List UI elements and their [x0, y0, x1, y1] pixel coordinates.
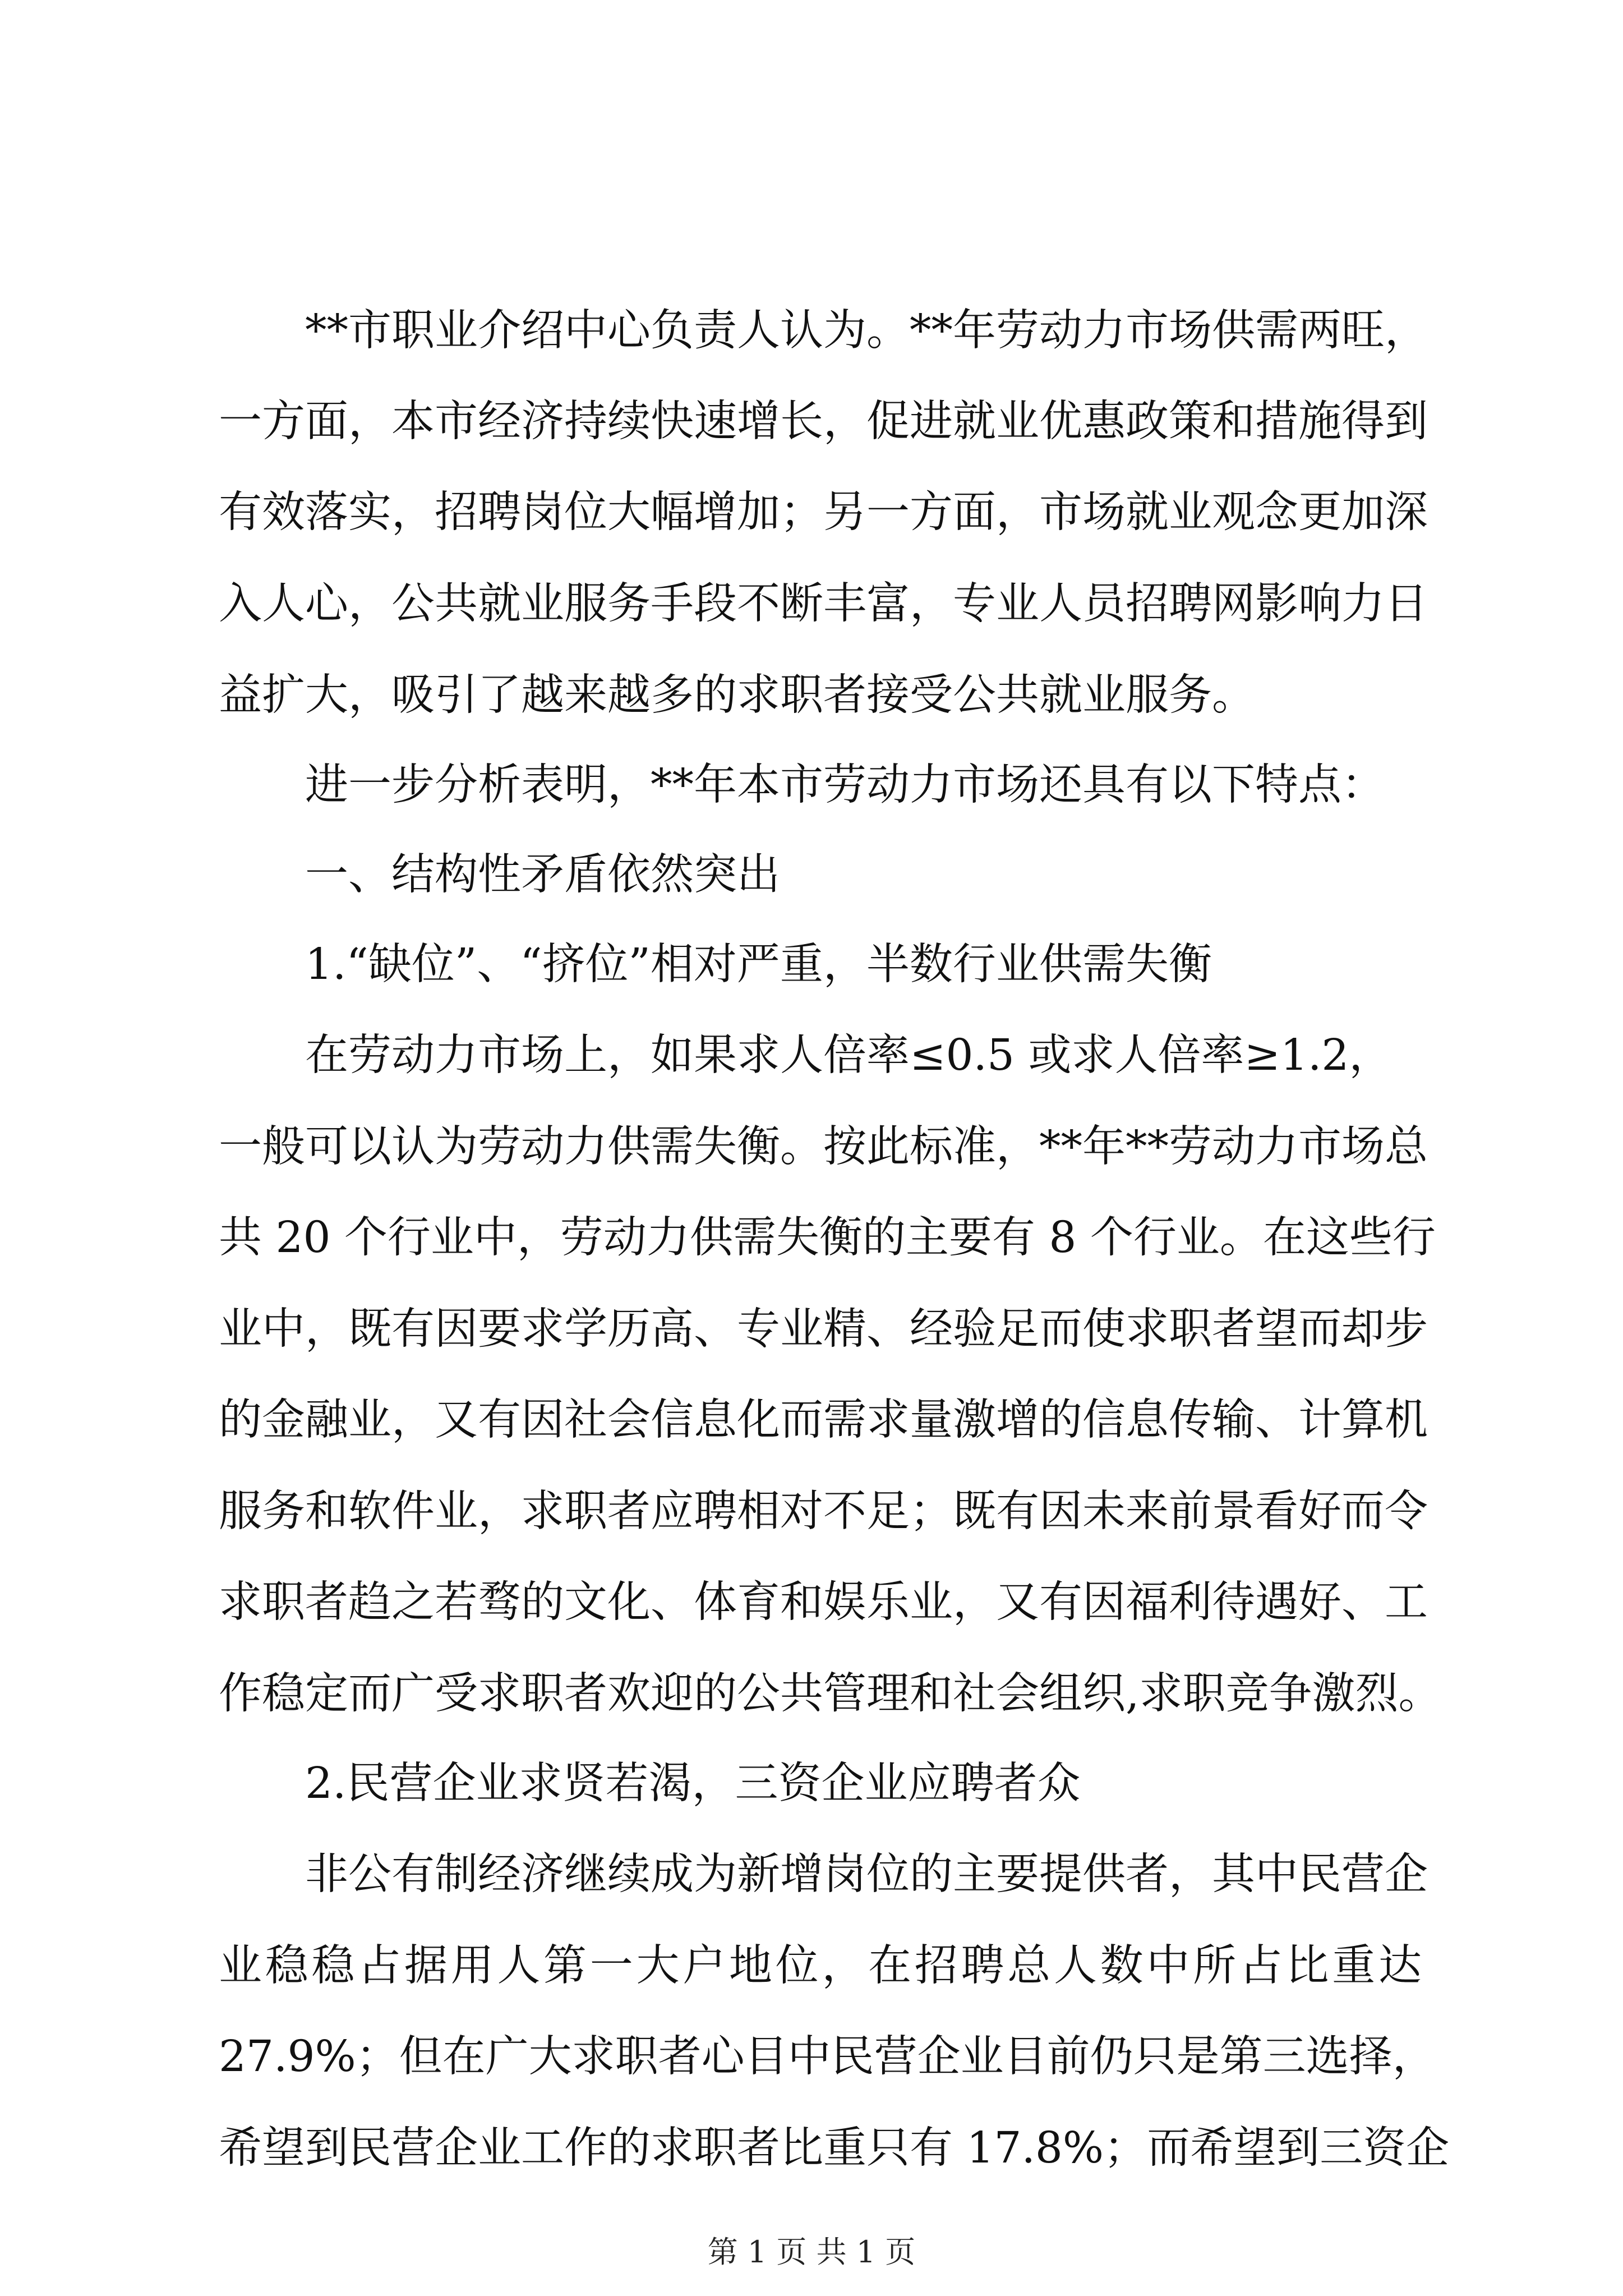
text-line: [0, 383, 1623, 461]
text-line: [0, 746, 1623, 825]
text-line-content: **市职业介绍中心负责人认为。**年劳动力市场供需两旺，: [305, 306, 1428, 356]
text-line-content: 益扩大，吸引了越来越多的求职者接受公共就业服务。: [219, 670, 1255, 720]
text-line: [0, 1016, 1623, 1095]
text-line: [0, 2109, 1623, 2188]
section-heading-text: 一、结构性矛盾依然突出: [305, 850, 780, 900]
text-line-content: 入人心，公共就业服务手段不断丰富，专业人员招聘网影响力日: [219, 579, 1428, 629]
subsection-heading: [0, 926, 1623, 1004]
text-line-content: 希望到民营企业工作的求职者比重只有 17.8%；而希望到三资企: [219, 2123, 1450, 2173]
text-line-content: 服务和软件业，求职者应聘相对不足；既有因未来前景看好而令: [219, 1487, 1428, 1536]
subsection-heading-text: 2.民营企业求贤若渴，三资企业应聘者众: [305, 1759, 1081, 1809]
text-line-content: 求职者趋之若骛的文化、体育和娱乐业，又有因福利待遇好、工: [219, 1577, 1428, 1627]
page-footer: 第 1 页 共 1 页: [707, 2234, 916, 2270]
text-line: [0, 1199, 1623, 1277]
subsection-heading: [0, 1745, 1623, 1823]
text-line: [0, 473, 1623, 552]
text-line-content: 作稳定而广受求职者欢迎的公共管理和社会组织,求职竞争激烈。: [219, 1669, 1442, 1719]
text-line: [0, 1108, 1623, 1186]
text-line-content: 业稳稳占据用人第一大户地位，在招聘总人数中所占比重达: [219, 1941, 1422, 1991]
text-line: [0, 565, 1623, 643]
text-line-content: 一方面，本市经济持续快速增长，促进就业优惠政策和措施得到: [219, 397, 1428, 447]
text-line: [0, 292, 1623, 370]
text-line-content: 有效落实，招聘岗位大幅增加；另一方面，市场就业观念更加深: [219, 487, 1428, 537]
text-line-content: 业中，既有因要求学历高、专业精、经验足而使求职者望而却步: [219, 1304, 1428, 1354]
text-line: [0, 1473, 1623, 1551]
section-heading: [0, 836, 1623, 914]
text-line-content: 共 20 个行业中，劳动力供需失衡的主要有 8 个行业。在这些行: [219, 1213, 1436, 1263]
text-line-content: 进一步分析表明，**年本市劳动力市场还具有以下特点：: [305, 760, 1385, 810]
text-line: [0, 656, 1623, 735]
subsection-heading-text: 1.“缺位”、“挤位”相对严重，半数行业供需失衡: [305, 940, 1212, 990]
text-line-content: 在劳动力市场上，如果求人倍率≤0.5 或求人倍率≥1.2，: [305, 1030, 1393, 1080]
text-line: [0, 1290, 1623, 1369]
text-line: [0, 2018, 1623, 2096]
text-line-content: 非公有制经济继续成为新增岗位的主要提供者，其中民营企: [305, 1849, 1428, 1899]
text-line-content: 一般可以认为劳动力供需失衡。按此标准，**年**劳动力市场总: [219, 1122, 1428, 1172]
text-line: [0, 1381, 1623, 1460]
text-line-content: 27.9%；但在广大求职者心目中民营企业目前仍只是第三选择，: [219, 2032, 1436, 2082]
text-line: [0, 1655, 1623, 1733]
text-line-content: 的金融业，又有因社会信息化而需求量激增的信息传输、计算机: [219, 1395, 1428, 1445]
text-line: [0, 1835, 1623, 1914]
text-line: [0, 1927, 1623, 2005]
text-line: [0, 1563, 1623, 1642]
